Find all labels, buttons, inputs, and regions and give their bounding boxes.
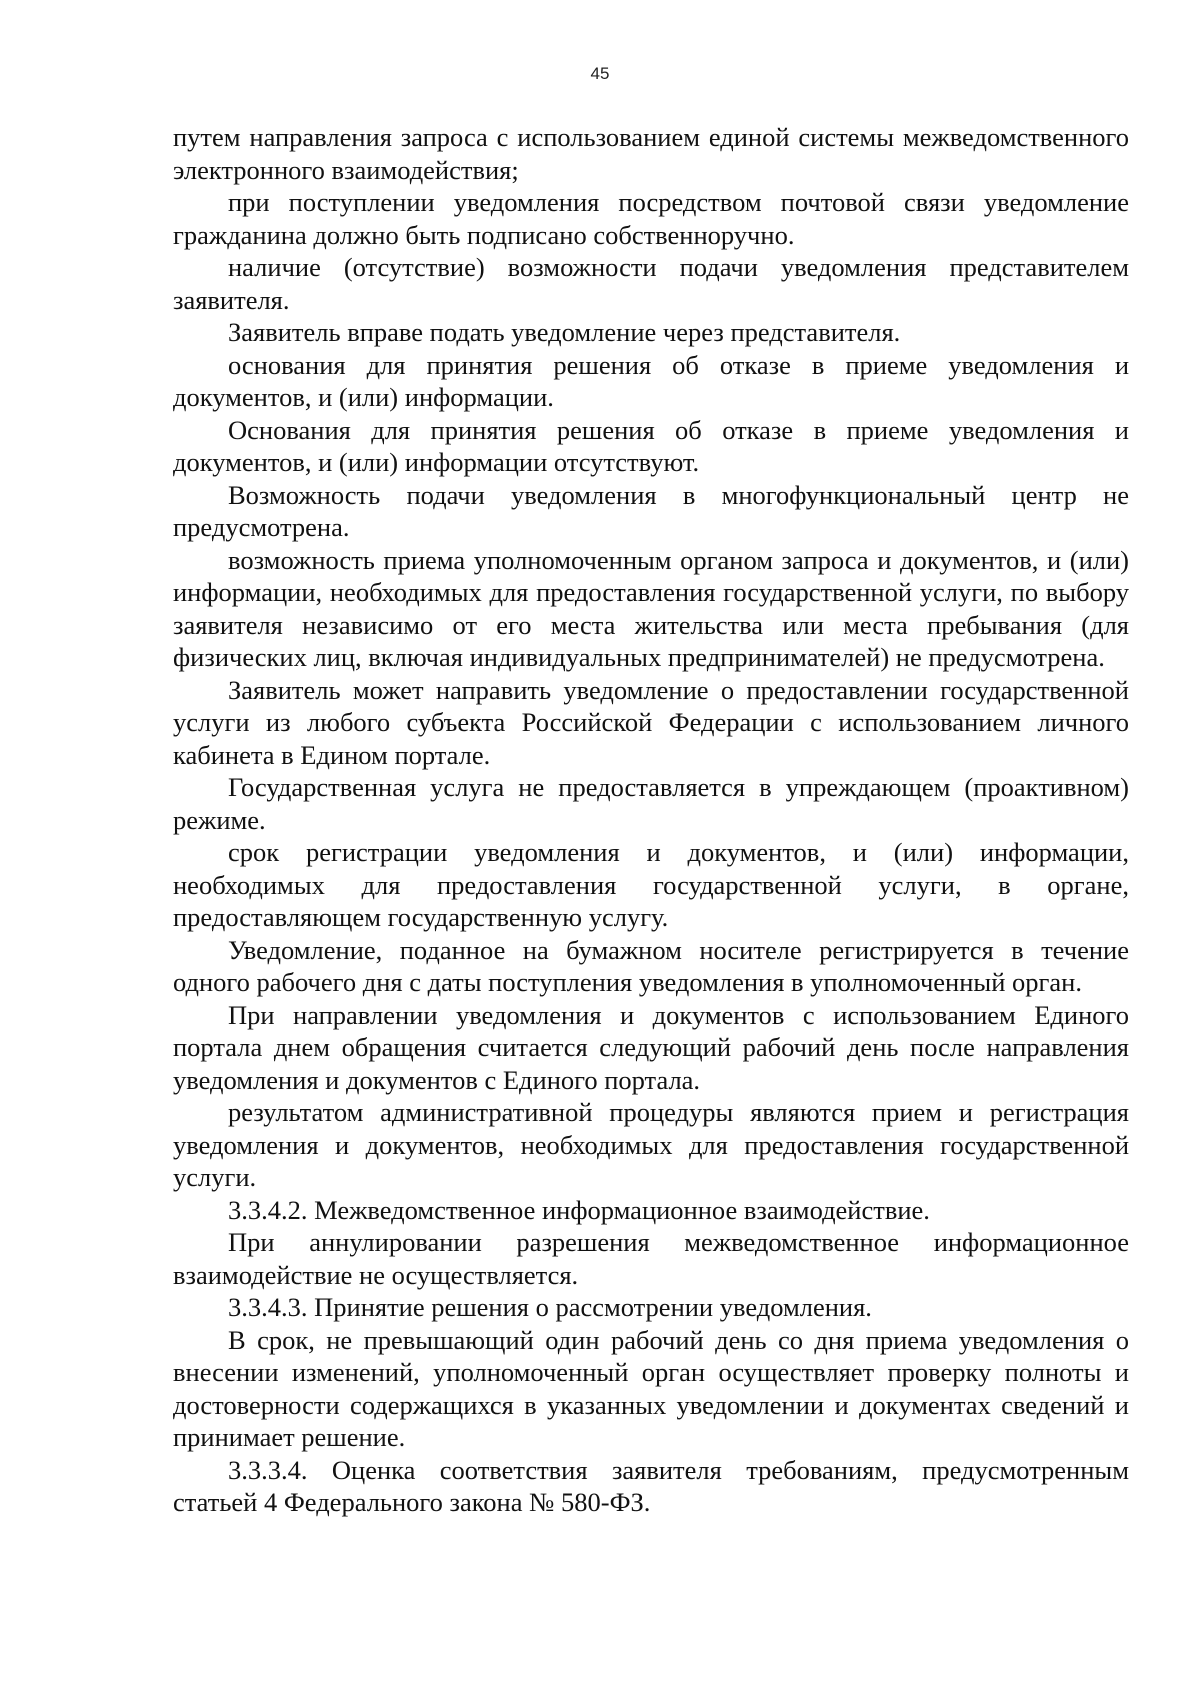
paragraph: 3.3.3.4. Оценка соответствия заявителя требованиям, предусмотренным статьей 4 Федерального закона № 580-ФЗ. <box>173 1454 1129 1517</box>
paragraph: 3.3.4.3. Принятие решения о рассмотрении уведомления. <box>228 1292 872 1322</box>
paragraph: В срок, не превышающий один рабочий день со дня приема уведомления о внесении изменений, уполномоченный орган осуществляет проверку полноты и достоверности содержащихся в указанных уведомлении и документах сведений и принимает решение. <box>173 1324 1129 1452</box>
page-number: 45 <box>590 64 610 83</box>
paragraph: При аннулировании разрешения межведомственное информационное взаимодействие не осуществляется. <box>173 1227 1129 1290</box>
paragraph: наличие (отсутствие) возможности подачи уведомления представителем заявителя. <box>173 252 1129 315</box>
paragraph: Уведомление, поданное на бумажном носителе регистрируется в течение одного рабочего дня с даты поступления уведомления в уполномоченный орган. <box>173 934 1129 997</box>
paragraph: возможность приема уполномоченным органом запроса и документов, и (или) информации, необходимых для предоставления государственной услуги, по выбору заявителя независимо от его места жительства или места пребывания (для физических лиц, включая индивидуальных предпринимателей) не предусмотрена. <box>173 544 1129 672</box>
paragraph: Заявитель может направить уведомление о предоставлении государственной услуги из любого субъекта Российской Федерации с использованием личного кабинета в Едином портале. <box>173 674 1129 770</box>
paragraph: Государственная услуга не предоставляется в упреждающем (проактивном) режиме. <box>173 772 1129 835</box>
paragraph: Возможность подачи уведомления в многофункциональный центр не предусмотрена. <box>173 479 1129 542</box>
paragraph: Основания для принятия решения об отказе в приеме уведомления и документов, и (или) информации отсутствуют. <box>173 414 1129 477</box>
paragraph: путем направления запроса с использованием единой системы межведомственного электронного взаимодействия; <box>173 122 1129 185</box>
paragraph: результатом административной процедуры являются прием и регистрация уведомления и документов, необходимых для предоставления государственной услуги. <box>173 1097 1129 1192</box>
paragraph: основания для принятия решения об отказе в приеме уведомления и документов, и (или) информации. <box>173 349 1129 412</box>
paragraph: 3.3.4.2. Межведомственное информационное взаимодействие. <box>228 1194 930 1225</box>
paragraph: срок регистрации уведомления и документов, и (или) информации, необходимых для предоставления государственной услуги, в органе, предоставляющем государственную услугу. <box>173 837 1129 932</box>
paragraph: при поступлении уведомления посредством почтовой связи уведомление гражданина должно быть подписано собственноручно. <box>173 187 1129 250</box>
paragraph: Заявитель вправе подать уведомление через представителя. <box>228 317 901 347</box>
document-body <box>173 121 1129 1519</box>
paragraph: При направлении уведомления и документов с использованием Единого портала днем обращения считается следующий рабочий день после направления уведомления и документов с Единого портала. <box>173 999 1129 1095</box>
